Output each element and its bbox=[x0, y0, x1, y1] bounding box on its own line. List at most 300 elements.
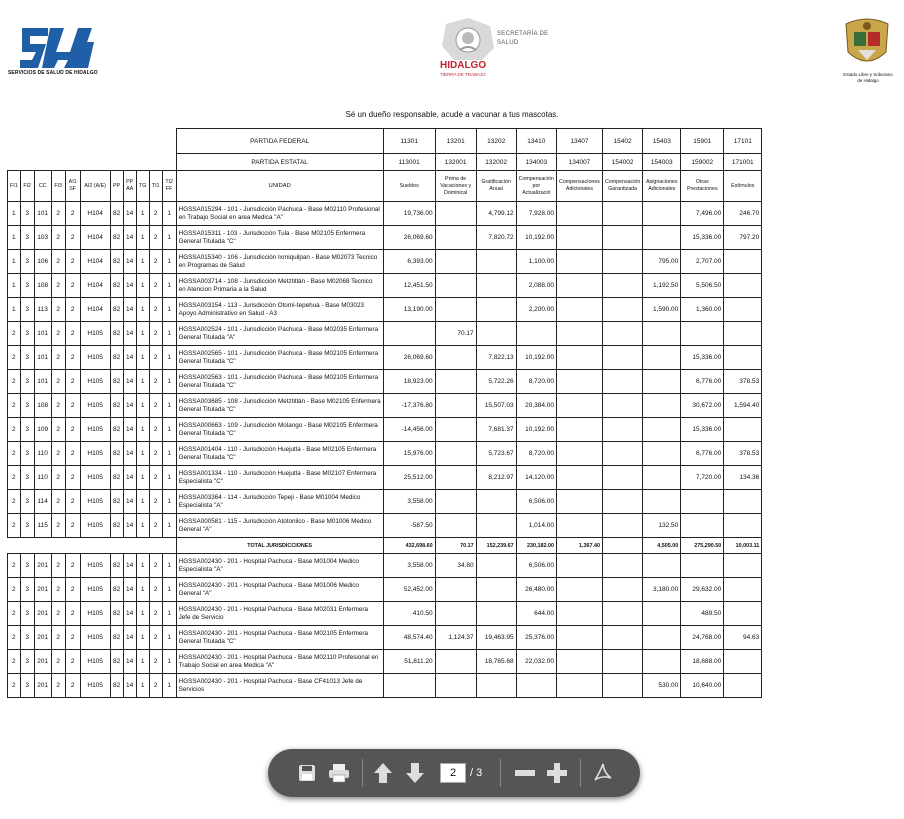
amount-cell: 19,463.95 bbox=[476, 626, 516, 650]
empty-cell bbox=[8, 129, 21, 154]
amount-cell: 22,032.00 bbox=[516, 650, 556, 674]
code-cell: 2 bbox=[149, 346, 162, 370]
code-cell: 201 bbox=[34, 578, 51, 602]
code-cell: 3 bbox=[20, 626, 34, 650]
amount-cell bbox=[724, 674, 762, 698]
amount-cell: 3,180.00 bbox=[643, 578, 681, 602]
code-cell: 82 bbox=[110, 418, 123, 442]
amount-cell: 134.36 bbox=[724, 466, 762, 490]
empty-cell bbox=[80, 154, 110, 171]
amount-cell: 7,822.13 bbox=[476, 346, 516, 370]
code-cell: 14 bbox=[123, 226, 136, 250]
code-cell: 82 bbox=[110, 650, 123, 674]
amount-cell: 2,200.00 bbox=[516, 298, 556, 322]
code-cell: 2 bbox=[65, 554, 80, 578]
amount-cell: 6,506.00 bbox=[516, 490, 556, 514]
code-cell: 2 bbox=[8, 514, 21, 538]
code-cell: 2 bbox=[51, 274, 65, 298]
code-cell: 1 bbox=[162, 466, 176, 490]
code-cell: 2 bbox=[149, 466, 162, 490]
secretaria-line-1: SECRETARÍA DE bbox=[497, 31, 549, 37]
code-cell: 2 bbox=[65, 202, 80, 226]
amount-cell bbox=[724, 650, 762, 674]
amount-cell bbox=[681, 554, 724, 578]
partida-estatal-row bbox=[8, 154, 762, 171]
code-cell: 1 bbox=[136, 226, 149, 250]
empty-cell bbox=[110, 129, 123, 154]
zoom-in-button[interactable] bbox=[544, 761, 570, 785]
amount-cell bbox=[557, 650, 603, 674]
table-row bbox=[8, 298, 762, 322]
code-cell: 2 bbox=[51, 346, 65, 370]
amount-cell: 5,722.26 bbox=[476, 370, 516, 394]
amount-cell: 29,632.00 bbox=[681, 578, 724, 602]
amount-cell bbox=[557, 202, 603, 226]
total-amount: 1,367.40 bbox=[557, 538, 603, 554]
amount-cell bbox=[557, 626, 603, 650]
code-cell: 1 bbox=[136, 394, 149, 418]
code-cell: 2 bbox=[65, 226, 80, 250]
code-cell: 14 bbox=[123, 418, 136, 442]
pdf-viewer-toolbar bbox=[268, 749, 640, 797]
amount-cell: 26,480.00 bbox=[516, 578, 556, 602]
amount-cell: 1,014.00 bbox=[516, 514, 556, 538]
amount-cell bbox=[643, 394, 681, 418]
code-cell: 2 bbox=[149, 202, 162, 226]
code-cell: 2 bbox=[149, 514, 162, 538]
code-cell: 101 bbox=[34, 346, 51, 370]
code-cell: 1 bbox=[136, 554, 149, 578]
code-cell: 2 bbox=[51, 490, 65, 514]
code-cell: 1 bbox=[136, 202, 149, 226]
code-cell: 3 bbox=[20, 226, 34, 250]
code-cell: 2 bbox=[8, 370, 21, 394]
code-cell: 103 bbox=[34, 226, 51, 250]
code-cell: 2 bbox=[8, 602, 21, 626]
code-cell: 82 bbox=[110, 394, 123, 418]
code-cell: 2 bbox=[149, 226, 162, 250]
amount-cell bbox=[643, 602, 681, 626]
code-cell: 101 bbox=[34, 370, 51, 394]
state-shield-logo bbox=[840, 16, 894, 70]
amount-cell bbox=[724, 250, 762, 274]
code-cell: 3 bbox=[20, 650, 34, 674]
code-cell: 2 bbox=[51, 442, 65, 466]
empty-cell bbox=[20, 538, 34, 554]
page-total: 3 bbox=[476, 767, 483, 779]
amount-cell: 2,707.00 bbox=[681, 250, 724, 274]
partida-estatal-label: PARTIDA ESTATAL bbox=[176, 154, 383, 171]
amount-cell: 5,723.67 bbox=[476, 442, 516, 466]
code-cell: 2 bbox=[149, 322, 162, 346]
amount-cell bbox=[643, 370, 681, 394]
code-cell: 2 bbox=[149, 298, 162, 322]
empty-cell bbox=[123, 129, 136, 154]
unidad-cell: HGSSA015311 - 103 - Jurisdicción Tula - Base M02105 Enfermera General Titulada "C" bbox=[176, 226, 383, 250]
toolbar-separator bbox=[500, 759, 501, 787]
code-cell: 14 bbox=[123, 442, 136, 466]
amount-cell bbox=[435, 370, 476, 394]
total-amount bbox=[602, 538, 642, 554]
federal-code: 13410 bbox=[516, 129, 556, 154]
amount-cell bbox=[602, 442, 642, 466]
amount-cell: 8,720.00 bbox=[516, 370, 556, 394]
code-cell: 1 bbox=[136, 370, 149, 394]
amount-cell bbox=[681, 322, 724, 346]
amount-cell bbox=[435, 250, 476, 274]
amount-cell: 10,192.00 bbox=[516, 226, 556, 250]
amount-cell bbox=[435, 274, 476, 298]
table-row bbox=[8, 490, 762, 514]
amount-cell bbox=[724, 274, 762, 298]
amount-cell bbox=[557, 226, 603, 250]
code-cell: 14 bbox=[123, 650, 136, 674]
total-amount: 230,182.00 bbox=[516, 538, 556, 554]
amount-cell bbox=[435, 674, 476, 698]
secretaria-salud-text bbox=[497, 30, 548, 48]
code-cell: 1 bbox=[162, 274, 176, 298]
save-button[interactable] bbox=[294, 761, 320, 785]
slogan: Sé un dueño responsable, acude a vacunar a tus mascotas. bbox=[345, 110, 559, 119]
amount-cell bbox=[602, 202, 642, 226]
code-cell: 1 bbox=[8, 226, 21, 250]
code-cell: H105 bbox=[80, 322, 110, 346]
code-cell: 1 bbox=[162, 394, 176, 418]
code-cell: 3 bbox=[20, 250, 34, 274]
code-cell: 201 bbox=[34, 554, 51, 578]
amount-cell bbox=[435, 466, 476, 490]
amount-cell bbox=[557, 322, 603, 346]
code-cell: 2 bbox=[149, 250, 162, 274]
code-cell: 1 bbox=[8, 202, 21, 226]
code-cell: 14 bbox=[123, 602, 136, 626]
amount-cell bbox=[476, 322, 516, 346]
amount-cell: 10,192.00 bbox=[516, 418, 556, 442]
code-cell: 108 bbox=[34, 274, 51, 298]
code-cell: 82 bbox=[110, 202, 123, 226]
amount-cell: 246.70 bbox=[724, 202, 762, 226]
amount-cell bbox=[435, 578, 476, 602]
code-cell: 2 bbox=[149, 554, 162, 578]
amount-cell bbox=[602, 650, 642, 674]
empty-cell bbox=[80, 538, 110, 554]
amount-cell: 15,336.00 bbox=[681, 346, 724, 370]
code-cell: 14 bbox=[123, 250, 136, 274]
code-cell: 1 bbox=[136, 322, 149, 346]
next-page-button[interactable] bbox=[402, 761, 428, 785]
partida-federal-row bbox=[8, 129, 762, 154]
code-cell: 2 bbox=[51, 602, 65, 626]
concept-header: Estímulos bbox=[724, 171, 762, 202]
code-cell: 14 bbox=[123, 578, 136, 602]
print-button[interactable] bbox=[326, 761, 352, 785]
code-cell: 3 bbox=[20, 274, 34, 298]
federal-code: 13201 bbox=[435, 129, 476, 154]
code-cell: 2 bbox=[65, 650, 80, 674]
total-amount: 432,698.60 bbox=[383, 538, 435, 554]
code-cell: H105 bbox=[80, 578, 110, 602]
total-row bbox=[8, 538, 762, 554]
estatal-code: 154003 bbox=[643, 154, 681, 171]
empty-cell bbox=[34, 129, 51, 154]
amount-cell bbox=[602, 578, 642, 602]
code-cell: 106 bbox=[34, 250, 51, 274]
code-cell: 1 bbox=[136, 514, 149, 538]
amount-cell: -17,376.80 bbox=[383, 394, 435, 418]
amount-cell bbox=[602, 370, 642, 394]
code-cell: 2 bbox=[65, 602, 80, 626]
amount-cell: 644.00 bbox=[516, 602, 556, 626]
empty-cell bbox=[162, 129, 176, 154]
table-row bbox=[8, 674, 762, 698]
amount-cell: 26,069.60 bbox=[383, 346, 435, 370]
code-cell: 3 bbox=[20, 346, 34, 370]
table-row bbox=[8, 626, 762, 650]
amount-cell bbox=[602, 514, 642, 538]
amount-cell: 1,192.50 bbox=[643, 274, 681, 298]
ssh-logo-caption: SERVICIOS DE SALUD DE HIDALGO bbox=[8, 70, 98, 76]
column-header: TI1 bbox=[149, 171, 162, 202]
empty-cell bbox=[20, 154, 34, 171]
concept-header: Compensaciones Adicionales bbox=[557, 171, 603, 202]
amount-cell bbox=[435, 226, 476, 250]
code-cell: 2 bbox=[65, 346, 80, 370]
code-cell: H105 bbox=[80, 602, 110, 626]
amount-cell bbox=[724, 322, 762, 346]
code-cell: 82 bbox=[110, 370, 123, 394]
table-row bbox=[8, 226, 762, 250]
code-cell: 1 bbox=[162, 418, 176, 442]
table-row bbox=[8, 250, 762, 274]
concept-header: Gratificación Anual bbox=[476, 171, 516, 202]
amount-cell: 52,452.00 bbox=[383, 578, 435, 602]
amount-cell bbox=[435, 418, 476, 442]
amount-cell: 13,190.00 bbox=[383, 298, 435, 322]
empty-cell bbox=[110, 538, 123, 554]
code-cell: 2 bbox=[149, 274, 162, 298]
unidad-cell: HGSSA002565 - 101 - Jurisdicción Pachuca - Base M02105 Enfermera General Titulada "C" bbox=[176, 346, 383, 370]
code-cell: 2 bbox=[8, 346, 21, 370]
code-cell: 14 bbox=[123, 202, 136, 226]
amount-cell bbox=[724, 418, 762, 442]
code-cell: 14 bbox=[123, 346, 136, 370]
amount-cell: 25,376.00 bbox=[516, 626, 556, 650]
empty-cell bbox=[65, 129, 80, 154]
amount-cell bbox=[557, 602, 603, 626]
code-cell: 1 bbox=[136, 298, 149, 322]
concept-header: Sueldos bbox=[383, 171, 435, 202]
table-row bbox=[8, 602, 762, 626]
code-cell: 2 bbox=[149, 674, 162, 698]
code-cell: 2 bbox=[65, 514, 80, 538]
unidad-cell: HGSSA002430 - 201 - Hospital Pachuca - Base M02110 Profesional en Trabajo Social en area Medica "A" bbox=[176, 650, 383, 674]
amount-cell bbox=[476, 250, 516, 274]
amount-cell bbox=[681, 490, 724, 514]
unidad-cell: HGSSA002430 - 201 - Hospital Pachuca - Base M01006 Medico General "A" bbox=[176, 578, 383, 602]
code-cell: 108 bbox=[34, 394, 51, 418]
total-label: TOTAL JURISDICCIONES bbox=[176, 538, 383, 554]
code-cell: 2 bbox=[65, 298, 80, 322]
code-cell: 2 bbox=[65, 394, 80, 418]
empty-cell bbox=[80, 129, 110, 154]
toolbar-separator bbox=[580, 759, 581, 787]
empty-cell bbox=[136, 154, 149, 171]
table-row bbox=[8, 466, 762, 490]
code-cell: 201 bbox=[34, 650, 51, 674]
table-row bbox=[8, 394, 762, 418]
amount-cell bbox=[724, 346, 762, 370]
code-cell: 1 bbox=[162, 490, 176, 514]
zoom-out-button[interactable] bbox=[512, 761, 538, 785]
code-cell: 2 bbox=[51, 514, 65, 538]
state-caption-line-2: de Hidalgo bbox=[857, 78, 879, 83]
code-cell: 1 bbox=[162, 442, 176, 466]
amount-cell: 1,594.40 bbox=[724, 394, 762, 418]
unidad-header: UNIDAD bbox=[176, 171, 383, 202]
empty-cell bbox=[8, 538, 21, 554]
amount-cell bbox=[476, 674, 516, 698]
amount-cell bbox=[602, 394, 642, 418]
code-cell: 2 bbox=[51, 298, 65, 322]
code-cell: 2 bbox=[65, 370, 80, 394]
code-cell: 14 bbox=[123, 626, 136, 650]
amount-cell: -14,456.00 bbox=[383, 418, 435, 442]
code-cell: 2 bbox=[149, 602, 162, 626]
amount-cell: 19,736.00 bbox=[383, 202, 435, 226]
amount-cell bbox=[643, 346, 681, 370]
table-row bbox=[8, 274, 762, 298]
code-cell: 1 bbox=[162, 650, 176, 674]
amount-cell: 18,688.00 bbox=[681, 650, 724, 674]
code-cell: 14 bbox=[123, 394, 136, 418]
code-cell: 2 bbox=[149, 626, 162, 650]
code-cell: 201 bbox=[34, 674, 51, 698]
code-cell: 101 bbox=[34, 322, 51, 346]
unidad-cell: HGSSA001404 - 110 - Jurisdicción Huejutla - Base M02105 Enfermera General Titulada "C" bbox=[176, 442, 383, 466]
empty-cell bbox=[51, 154, 65, 171]
amount-cell bbox=[602, 274, 642, 298]
total-amount: 275,290.50 bbox=[681, 538, 724, 554]
amount-cell bbox=[602, 226, 642, 250]
amount-cell bbox=[435, 442, 476, 466]
amount-cell bbox=[476, 554, 516, 578]
empty-cell bbox=[51, 129, 65, 154]
arrow-down-icon bbox=[405, 762, 425, 784]
code-cell: H105 bbox=[80, 442, 110, 466]
amount-cell bbox=[383, 322, 435, 346]
amount-cell bbox=[602, 602, 642, 626]
amount-cell bbox=[643, 650, 681, 674]
amount-cell bbox=[557, 442, 603, 466]
empty-cell bbox=[34, 154, 51, 171]
column-header: FI3 bbox=[51, 171, 65, 202]
amount-cell bbox=[724, 578, 762, 602]
code-cell: H105 bbox=[80, 490, 110, 514]
code-cell: 82 bbox=[110, 514, 123, 538]
code-cell: 2 bbox=[149, 490, 162, 514]
unidad-cell: HGSSA000581 - 115 - Jurisdicción Atotonilco - Base M01006 Medico General "A" bbox=[176, 514, 383, 538]
code-cell: 201 bbox=[34, 602, 51, 626]
code-cell: 201 bbox=[34, 626, 51, 650]
amount-cell bbox=[602, 626, 642, 650]
empty-cell bbox=[65, 538, 80, 554]
amount-cell: 26,069.60 bbox=[383, 226, 435, 250]
amount-cell bbox=[602, 346, 642, 370]
code-cell: 3 bbox=[20, 602, 34, 626]
amount-cell bbox=[557, 578, 603, 602]
open-in-acrobat-button[interactable] bbox=[590, 761, 616, 785]
amount-cell: -587.50 bbox=[383, 514, 435, 538]
amount-cell: 797.20 bbox=[724, 226, 762, 250]
amount-cell bbox=[643, 442, 681, 466]
code-cell: 2 bbox=[149, 418, 162, 442]
code-cell: 1 bbox=[162, 626, 176, 650]
amount-cell bbox=[681, 514, 724, 538]
amount-cell bbox=[476, 514, 516, 538]
amount-cell: 6,776.00 bbox=[681, 442, 724, 466]
empty-cell bbox=[34, 538, 51, 554]
code-cell: 2 bbox=[65, 674, 80, 698]
code-cell: 2 bbox=[149, 370, 162, 394]
empty-cell bbox=[162, 154, 176, 171]
total-amount: 4,505.00 bbox=[643, 538, 681, 554]
code-cell: 2 bbox=[51, 226, 65, 250]
amount-cell: 489.50 bbox=[681, 602, 724, 626]
amount-cell bbox=[602, 418, 642, 442]
amount-cell: 7,681.37 bbox=[476, 418, 516, 442]
empty-cell bbox=[110, 154, 123, 171]
code-cell: 82 bbox=[110, 554, 123, 578]
previous-page-button[interactable] bbox=[370, 761, 396, 785]
unidad-cell: HGSSA015340 - 106 - Jurisdicción Ixmiquilpan - Base M02073 Tecnico en Programas de Salud bbox=[176, 250, 383, 274]
column-header: AI1 SF bbox=[65, 171, 80, 202]
code-cell: H105 bbox=[80, 674, 110, 698]
amount-cell: 51,811.20 bbox=[383, 650, 435, 674]
amount-cell: 3,558.00 bbox=[383, 554, 435, 578]
amount-cell bbox=[476, 274, 516, 298]
amount-cell bbox=[643, 626, 681, 650]
amount-cell bbox=[557, 346, 603, 370]
amount-cell bbox=[643, 554, 681, 578]
code-cell: 3 bbox=[20, 466, 34, 490]
federal-code: 13407 bbox=[557, 129, 603, 154]
partida-federal-label: PARTIDA FEDERAL bbox=[176, 129, 383, 154]
unidad-cell: HGSSA003685 - 108 - Jurisdicción Metztitlán - Base M02105 Enfermera General Titulada "C" bbox=[176, 394, 383, 418]
table-row bbox=[8, 514, 762, 538]
amount-cell: 7,496.00 bbox=[681, 202, 724, 226]
page-count bbox=[470, 763, 482, 783]
payroll-table-body bbox=[8, 129, 762, 698]
amount-cell bbox=[476, 490, 516, 514]
code-cell: 2 bbox=[51, 250, 65, 274]
code-cell: 82 bbox=[110, 466, 123, 490]
page-number-input[interactable]: 2 bbox=[440, 763, 466, 783]
code-cell: 2 bbox=[8, 466, 21, 490]
amount-cell bbox=[643, 226, 681, 250]
code-cell: 110 bbox=[34, 442, 51, 466]
code-cell: 2 bbox=[65, 626, 80, 650]
code-cell: 3 bbox=[20, 202, 34, 226]
secretaria-line-2: SALUD bbox=[497, 40, 519, 46]
code-cell: H105 bbox=[80, 626, 110, 650]
code-cell: 14 bbox=[123, 322, 136, 346]
concept-header: Otras Prestaciones bbox=[681, 171, 724, 202]
code-cell: 3 bbox=[20, 298, 34, 322]
zoom-in-icon bbox=[546, 762, 568, 784]
arrow-up-icon bbox=[373, 762, 393, 784]
code-cell: 14 bbox=[123, 554, 136, 578]
hidalgo-wordmark: HIDALGO bbox=[440, 60, 487, 71]
